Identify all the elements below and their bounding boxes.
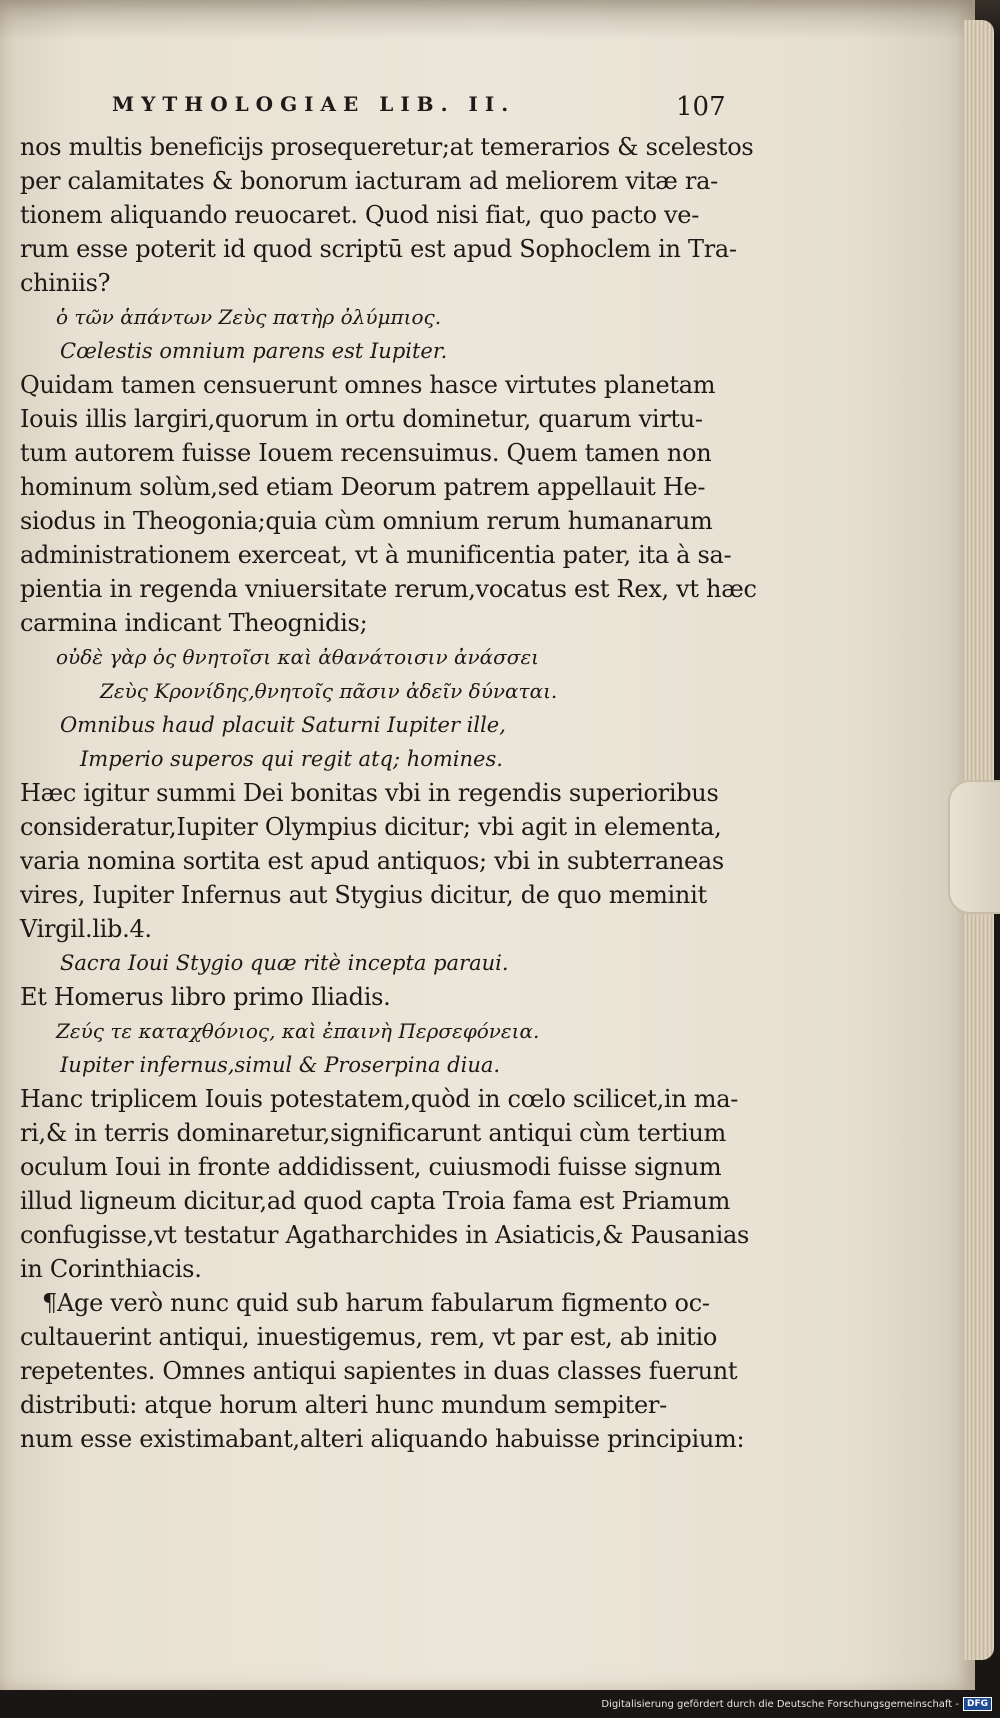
page-body (20, 130, 757, 1456)
text-line: ri,& in terris dominaretur,significarunt antiqui cùm tertium (20, 1119, 727, 1147)
text-line: nos multis beneficijs prosequeretur;at temerarios & scelestos (20, 133, 754, 161)
text-line: consideratur,Iupiter Olympius dicitur; vbi agit in elementa, (20, 813, 722, 841)
greek-quote-line: Ζεὺς Κρονίδης,θνητοῖς πᾶσιν ἀδεῖν δύναται. (100, 679, 558, 703)
text-line: varia nomina sortita est apud antiquos; vbi in subterraneas (20, 847, 724, 875)
text-line: rum esse poterit id quod scriptū est apud Sophoclem in Tra- (20, 235, 737, 263)
text-line: vires, Iupiter Infernus aut Stygius dicitur, de quo meminit (20, 881, 707, 909)
dfg-logo: DFG (963, 1697, 992, 1711)
text-line: siodus in Theogonia;quia cùm omnium rerum humanarum (20, 507, 713, 535)
latin-translation-line: Omnibus haud placuit Saturni Iupiter ille, (60, 713, 506, 737)
text-line: confugisse,vt testatur Agatharchides in Asiaticis,& Pausanias (20, 1221, 750, 1249)
text-line: hominum solùm,sed etiam Deorum patrem appellauit He- (20, 473, 706, 501)
text-line: pientia in regenda vniuersitate rerum,vocatus est Rex, vt hæc (20, 575, 757, 603)
top-shadow (0, 0, 1000, 40)
text-line: carmina indicant Theognidis; (20, 609, 368, 637)
digitization-credit (601, 1694, 992, 1714)
latin-translation-line: Iupiter infernus,simul & Proserpina diua. (60, 1053, 501, 1077)
text-line: per calamitates & bonorum iacturam ad meliorem vitæ ra- (20, 167, 718, 195)
text-line: chiniis? (20, 269, 111, 297)
text-line: tionem aliquando reuocaret. Quod nisi fiat, quo pacto ve- (20, 201, 700, 229)
text-line: Hæc igitur summi Dei bonitas vbi in regendis superioribus (20, 779, 719, 807)
text-line: illud ligneum dicitur,ad quod capta Troia fama est Priamum (20, 1187, 731, 1215)
text-line: distributi: atque horum alteri hunc mundum sempiter- (20, 1391, 667, 1419)
running-head: MYTHOLOGIAE LIB. II. (112, 92, 516, 116)
text-line: Et Homerus libro primo Iliadis. (20, 983, 391, 1011)
text-line: Virgil.lib.4. (20, 915, 152, 943)
text-line: num esse existimabant,alteri aliquando habuisse principium: (20, 1425, 745, 1453)
text-line: Hanc triplicem Iouis potestatem,quòd in cœlo scilicet,in ma- (20, 1085, 739, 1113)
greek-quote-line: Ζεύς τε καταχθόνιος, καὶ ἐπαινὴ Περσεφόνεια. (56, 1019, 540, 1043)
text-line: cultauerint antiqui, inuestigemus, rem, vt par est, ab initio (20, 1323, 717, 1351)
latin-translation-line: Imperio superos qui regit atq; homines. (80, 747, 503, 771)
credit-text: Digitalisierung gefördert durch die Deutsche Forschungsgemeinschaft - (601, 1698, 959, 1710)
greek-quote-line: ὁ τῶν ἁπάντων Ζεὺς πατὴρ ὀλύμπιος. (56, 305, 442, 329)
text-line: Quidam tamen censuerunt omnes hasce virtutes planetam (20, 371, 716, 399)
text-line: repetentes. Omnes antiqui sapientes in duas classes fuerunt (20, 1357, 738, 1385)
text-line: tum autorem fuisse Iouem recensuimus. Quem tamen non (20, 439, 712, 467)
greek-quote-line: οὐδὲ γὰρ ὁς θνητοῖσι καὶ ἀθανάτοισιν ἀνάσσει (56, 645, 540, 669)
text-line: oculum Ioui in fronte addidissent, cuiusmodi fuisse signum (20, 1153, 722, 1181)
text-line: administrationem exerceat, vt à munificentia pater, ita à sa- (20, 541, 732, 569)
page-clip (948, 780, 1000, 914)
latin-quote-line: Sacra Ioui Stygio quæ ritè incepta paraui. (60, 951, 509, 975)
text-line: ¶Age verò nunc quid sub harum fabularum figmento oc- (42, 1289, 710, 1317)
page-number: 107 (676, 92, 726, 122)
text-line: Iouis illis largiri,quorum in ortu dominetur, quarum virtu- (20, 405, 703, 433)
text-line: in Corinthiacis. (20, 1255, 202, 1283)
latin-translation-line: Cœlestis omnium parens est Iupiter. (60, 339, 448, 363)
